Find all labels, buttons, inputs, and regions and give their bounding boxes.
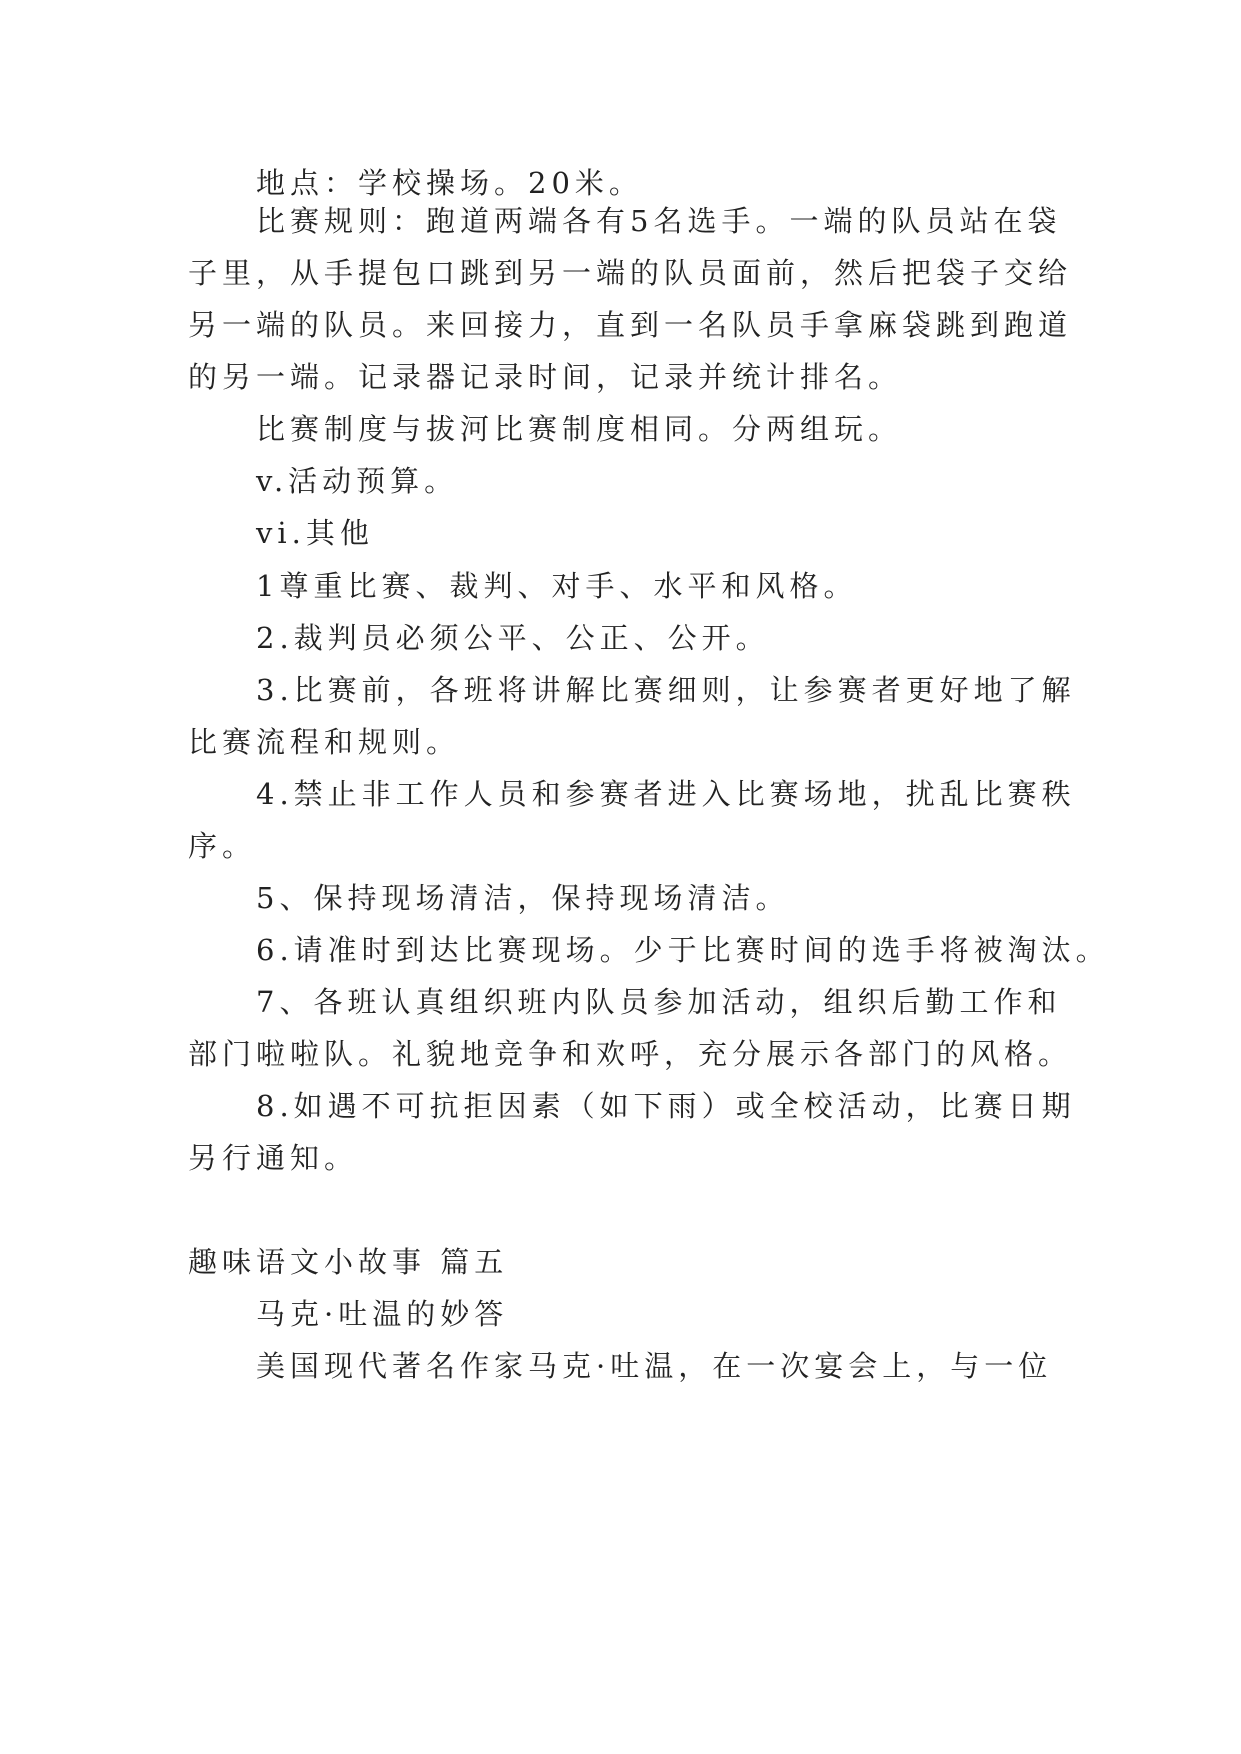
item-6: 6.请准时到达比赛现场。少于比赛时间的选手将被淘汰。: [256, 933, 1110, 967]
item-7-line-2: 部门啦啦队。礼貌地竞争和欢呼，充分展示各部门的风格。: [188, 1037, 1073, 1071]
section-other: vi.其他: [256, 516, 374, 550]
paragraph-rules-line-1: 比赛规则：跑道两端各有5名选手。一端的队员站在袋: [256, 204, 1062, 238]
paragraph-rules-line-4: 的另一端。记录器记录时间，记录并统计排名。: [188, 360, 903, 394]
item-8-line-1: 8.如遇不可抗拒因素（如下雨）或全校活动，比赛日期: [256, 1089, 1076, 1123]
paragraph-rules-line-3: 另一端的队员。来回接力，直到一名队员手拿麻袋跳到跑道: [188, 308, 1073, 342]
paragraph-system: 比赛制度与拔河比赛制度相同。分两组玩。: [256, 412, 903, 446]
story-title: 马克·吐温的妙答: [256, 1297, 509, 1331]
item-3-line-2: 比赛流程和规则。: [188, 725, 461, 759]
item-2: 2.裁判员必须公平、公正、公开。: [256, 621, 770, 655]
item-1: 1尊重比赛、裁判、对手、水平和风格。: [256, 569, 858, 603]
section-budget: v.活动预算。: [256, 464, 459, 498]
item-8-line-2: 另行通知。: [188, 1141, 359, 1175]
paragraph-location: 地点：学校操场。20米。: [256, 166, 643, 200]
item-7-line-1: 7、各班认真组织班内队员参加活动，组织后勤工作和: [256, 985, 1062, 1019]
item-5: 5、保持现场清洁，保持现场清洁。: [256, 881, 790, 915]
item-3-line-1: 3.比赛前，各班将讲解比赛细则，让参赛者更好地了解: [256, 673, 1076, 707]
paragraph-rules-line-2: 子里，从手提包口跳到另一端的队员面前，然后把袋子交给: [188, 256, 1073, 290]
story-paragraph-1: 美国现代著名作家马克·吐温，在一次宴会上，与一位: [256, 1349, 1053, 1383]
item-4-line-1: 4.禁止非工作人员和参赛者进入比赛场地，扰乱比赛秩: [256, 777, 1076, 811]
article-heading: 趣味语文小故事 篇五: [188, 1245, 509, 1279]
item-4-line-2: 序。: [188, 829, 257, 863]
